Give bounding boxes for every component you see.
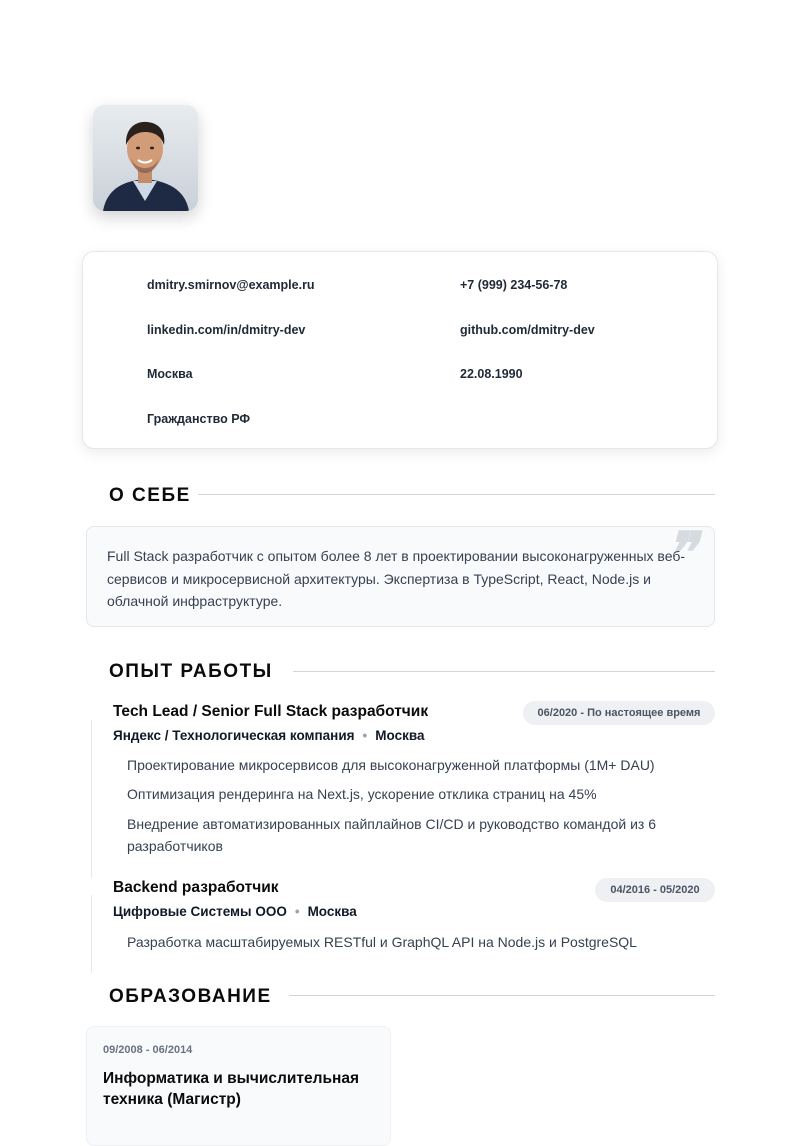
experience-divider xyxy=(293,671,715,672)
about-divider xyxy=(198,494,715,495)
birthdate-text: 22.08.1990 xyxy=(460,367,523,381)
job-dates-badge: 04/2016 - 05/2020 xyxy=(595,878,715,902)
avatar xyxy=(93,105,198,211)
contacts-card xyxy=(82,251,718,449)
job-title: Backend разработчик xyxy=(113,879,279,896)
city-text: Москва xyxy=(147,367,193,381)
job-bullet: Внедрение автоматизированных пайплайнов CI/CD и руководство командой из 6 разработчиков xyxy=(127,816,656,854)
education-degree: Информатика и вычислительная техника (Магистр) xyxy=(103,1070,360,1108)
education-divider xyxy=(289,995,715,996)
timeline-line xyxy=(91,720,92,878)
about-section-title: О СЕБЕ xyxy=(109,485,191,506)
education-card xyxy=(86,1026,391,1146)
separator-dot: • xyxy=(294,904,300,919)
job-bullet: Разработка масштабируемых RESTful и GraphQL API на Node.js и PostgreSQL xyxy=(127,934,637,950)
quote-icon: ❞ xyxy=(665,520,696,586)
github-link[interactable]: github.com/dmitry-dev xyxy=(460,323,595,337)
job-company: Цифровые Системы ООО xyxy=(113,904,287,919)
experience-section-title: ОПЫТ РАБОТЫ xyxy=(109,661,273,682)
job-company-line xyxy=(113,728,424,743)
job-bullet: Оптимизация рендеринга на Next.js, ускорение отклика страниц на 45% xyxy=(127,786,597,802)
education-dates: 09/2008 - 06/2014 xyxy=(103,1044,193,1056)
linkedin-link[interactable]: linkedin.com/in/dmitry-dev xyxy=(147,323,306,337)
profile-photo xyxy=(93,105,198,211)
phone-link[interactable]: +7 (999) 234-56-78 xyxy=(460,278,568,292)
citizenship-text: Гражданство РФ xyxy=(147,412,251,426)
job-location: Москва xyxy=(375,728,425,743)
about-card xyxy=(86,520,715,627)
timeline-line xyxy=(91,895,92,973)
job-bullet: Проектирование микросервисов для высоконагруженной платформы (1M+ DAU) xyxy=(127,757,655,773)
education-section-title: ОБРАЗОВАНИЕ xyxy=(109,986,272,1007)
job-company: Яндекс / Технологическая компания xyxy=(113,728,355,743)
separator-dot: • xyxy=(362,728,368,743)
email-link[interactable]: dmitry.smirnov@example.ru xyxy=(147,278,315,292)
job-dates-badge: 06/2020 - По настоящее время xyxy=(523,701,715,725)
job-title: Tech Lead / Senior Full Stack разработчик xyxy=(113,703,429,720)
about-text: Full Stack разработчик с опытом более 8 лет в проектировании высоконагруженных веб-сервисов и микросервисной архитектуры. Экспертиза в TypeScript, React, Node.js и облачной инфраструктуре. xyxy=(107,548,686,609)
job-location: Москва xyxy=(307,904,357,919)
job-company-line xyxy=(113,904,357,919)
